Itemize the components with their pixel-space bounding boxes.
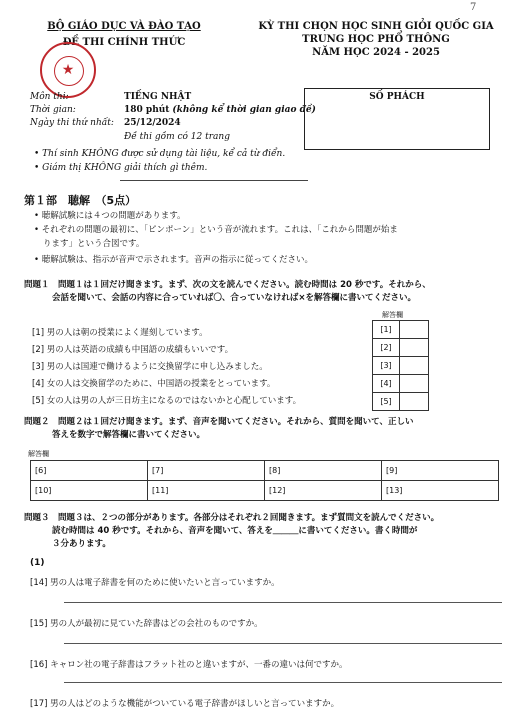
pages-note: Đề thi gồm có 12 trang <box>124 132 230 142</box>
q1-answer-table: [1] [2] [3] [4] [5] <box>372 320 429 411</box>
answer-cell-13[interactable]: [13] <box>382 481 499 501</box>
q1-items <box>32 326 372 411</box>
q1-item-3: [3] 男の人は国連で働けるように交換留学に申し込みました。 <box>32 362 268 372</box>
subject-label: Môn thi: <box>30 92 69 102</box>
q2-answer-table <box>30 460 499 501</box>
official-label: ĐỀ THI CHÍNH THỨC <box>62 37 186 48</box>
q1-item-5: [5] 女の人は男の人が三日坊主になるのではないかと心配しています。 <box>32 396 302 406</box>
q1-answer-cell[interactable] <box>400 375 429 393</box>
exam-title-2: TRUNG HỌC PHỔ THÔNG <box>302 34 450 45</box>
official-seal-icon: ★ <box>40 42 96 98</box>
q1-answer-cell[interactable] <box>400 339 429 357</box>
header-right <box>258 20 494 59</box>
answer-line-15[interactable] <box>64 643 502 644</box>
q3-item-16: [16] キャロン社の電子辞書はフラット社のと違いますが、一番の違いは何ですか。 <box>30 660 348 670</box>
q1-item-4: [4] 女の人は交換留学のために、中国語の授業をとっています。 <box>32 379 276 389</box>
exam-title-1: KỲ THI CHỌN HỌC SINH GIỎI QUỐC GIA <box>258 21 494 32</box>
answer-cell-9[interactable]: [9] <box>382 461 499 481</box>
q1-answer-cell[interactable] <box>400 357 429 375</box>
exam-year: NĂM HỌC 2024 - 2025 <box>312 47 440 58</box>
note-1: • Thí sinh KHÔNG được sử dụng tài liệu, kể cả từ điển. <box>34 149 286 159</box>
answer-line-14[interactable] <box>64 602 502 603</box>
bullet-2: • それぞれの問題の最初に、「ピンポーン」という音が流れます。これは、「これから問題が始ま <box>34 225 398 235</box>
date-label: Ngày thi thứ nhất: <box>30 118 114 128</box>
q3-item-14: [14] 男の人は電子辞書を何のために使いたいと言っていますか。 <box>30 578 280 588</box>
section-title: 第１部 聴解 （5点） <box>24 194 137 207</box>
answer-cell-12[interactable]: [12] <box>265 481 382 501</box>
bullet-1: • 聴解試験には４つの問題があります。 <box>34 211 186 221</box>
q3-part-label: (1) <box>30 558 45 568</box>
q1-title: 問題１ 問題１は１回だけ聞きます。まず、次の文を読んでください。読む時間は 20 秒です。それから、 会話を聞いて、会話の内容に合っていれば〇、合っていなければ×を解答欄に書いてください。 <box>24 280 431 303</box>
corner-mark: 7 <box>470 2 477 13</box>
sophach-box <box>304 88 490 150</box>
answer-line-16[interactable] <box>64 682 502 683</box>
note-2: • Giám thị KHÔNG giải thích gì thêm. <box>34 163 208 173</box>
answer-cell-10[interactable]: [10] <box>31 481 148 501</box>
date-value: 25/12/2024 <box>124 118 181 128</box>
ministry-name: BỘ GIÁO DỤC VÀ ĐÀO TẠO <box>47 21 201 32</box>
divider <box>120 180 308 181</box>
q2-answer-header: 解答欄 <box>28 450 49 458</box>
time-label: Thời gian: <box>30 105 76 115</box>
q1-answer-cell[interactable] <box>400 321 429 339</box>
time-note: (không kể thời gian giao đề) <box>172 105 316 115</box>
answer-cell-8[interactable]: [8] <box>265 461 382 481</box>
subject-value: TIẾNG NHẬT <box>124 92 192 102</box>
q1-answer-cell[interactable] <box>400 393 429 411</box>
q1-answer-header: 解答欄 <box>382 311 403 319</box>
q3-item-17: [17] 男の人はどのような機能がついている電子辞書がほしいと言っていますか。 <box>30 699 340 709</box>
q1-item-2: [2] 男の人は英語の成績も中国語の成績もいいです。 <box>32 345 234 355</box>
q2-title: 問題２ 問題２は１回だけ聞きます。まず、音声を聞いてください。それから、質問を聞いて、正しい 答えを数字で解答欄に書いてください。 <box>24 417 414 440</box>
answer-cell-6[interactable]: [6] <box>31 461 148 481</box>
q3-title: 問題３ 問題３は、２つの部分があります。各部分はそれぞれ２回聞きます。まず質問文を読んでください。 読む時間は 40 秒です。それから、音声を聞いて、答えを＿＿＿に書いてください。書く時間が ３分あります。 <box>24 513 440 549</box>
q3-item-15: [15] 男の人が最初に見ていた辞書はどの会社のものですか。 <box>30 619 263 629</box>
answer-cell-11[interactable]: [11] <box>148 481 265 501</box>
answer-cell-7[interactable]: [7] <box>148 461 265 481</box>
q1-item-1: [1] 男の人は朝の授業によく遅刻しています。 <box>32 328 208 338</box>
bullet-2-cont: ります」という合図です。 <box>43 239 145 249</box>
section-bullets <box>34 209 504 267</box>
sophach-label: SỐ PHÁCH <box>369 92 425 102</box>
time-value: 180 phút <box>124 105 170 115</box>
bullet-3: • 聴解試験は、指示が音声で示されます。音声の指示に従ってください。 <box>34 255 314 265</box>
